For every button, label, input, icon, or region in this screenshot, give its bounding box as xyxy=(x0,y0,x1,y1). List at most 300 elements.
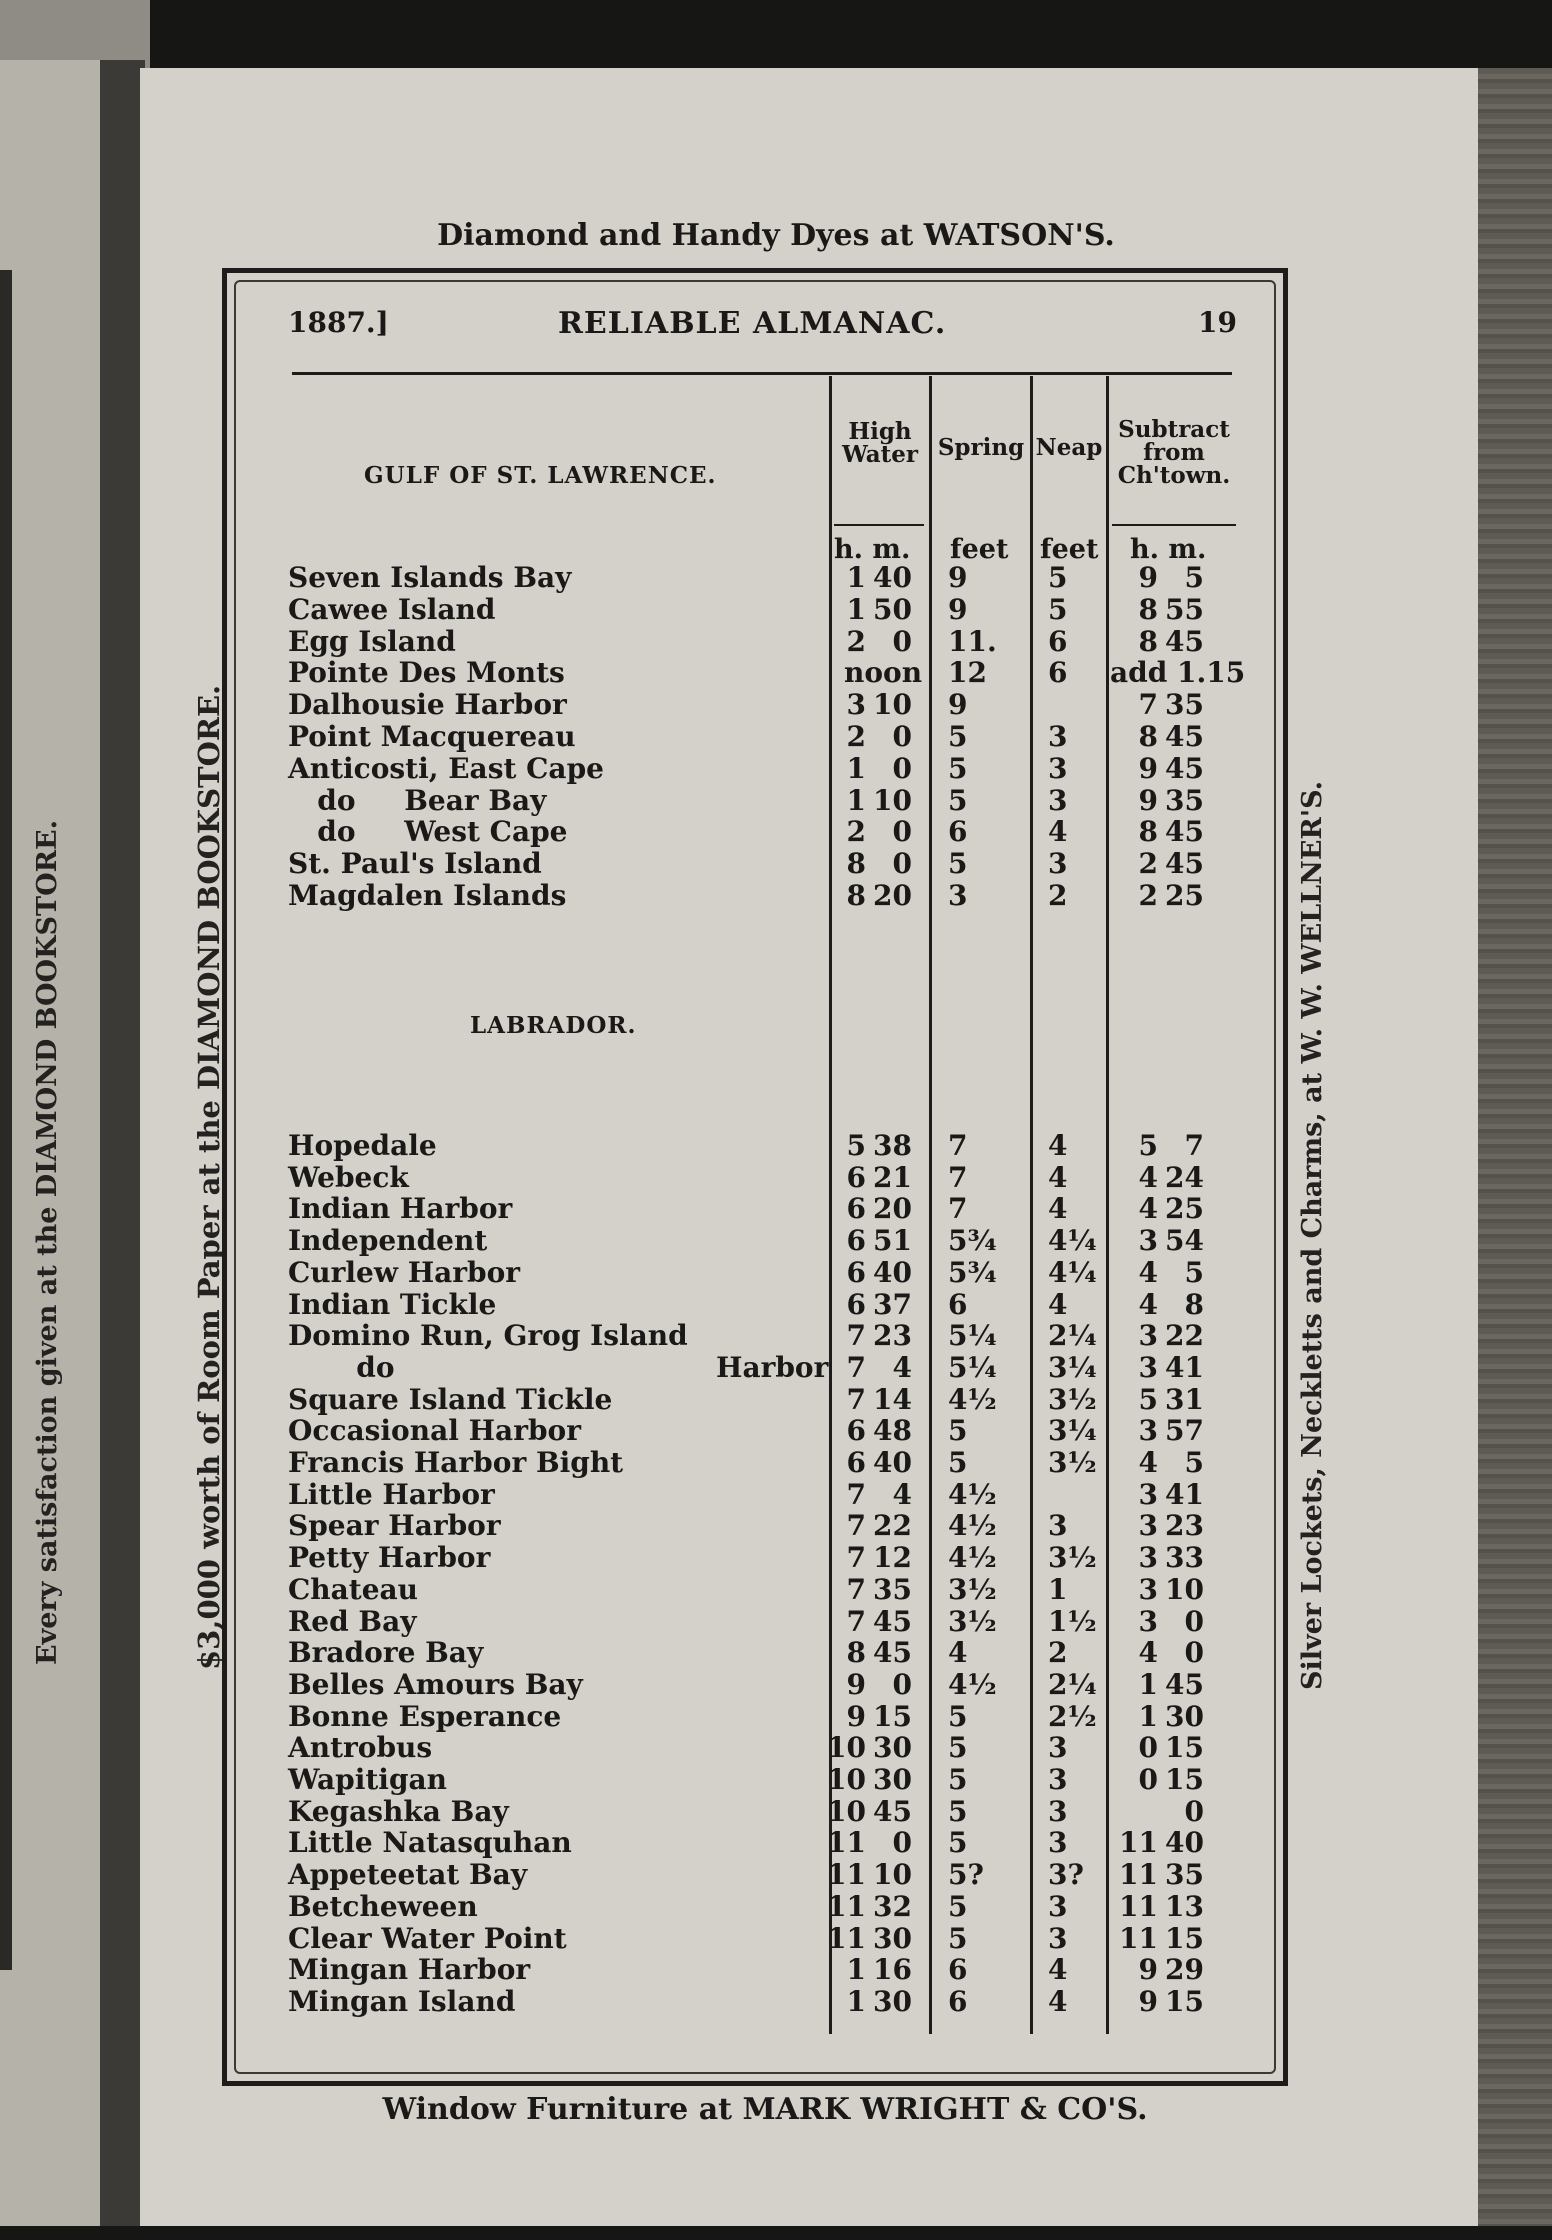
high-water-hour: 7 xyxy=(846,1319,866,1353)
subtract-hour: 9 xyxy=(1138,751,1158,785)
high-water-minute: 16 xyxy=(873,1953,912,1987)
table-row xyxy=(0,1384,1552,1416)
table-row xyxy=(0,1320,1552,1352)
subtract-hour: 11 xyxy=(1119,1858,1158,1892)
high-water-minute: 40 xyxy=(873,561,912,594)
place-name: Chateau xyxy=(288,1572,419,1606)
table-row xyxy=(0,1891,1552,1923)
subtract-minute: 30 xyxy=(1165,1699,1204,1733)
high-water-hour: 2 xyxy=(846,720,866,753)
high-water-hour: 7 xyxy=(846,1382,866,1416)
subtract-minute: 41 xyxy=(1165,1350,1204,1384)
high-water-minute: 38 xyxy=(873,1129,912,1162)
spring-rise: 11. xyxy=(948,624,997,658)
table-row xyxy=(0,1669,1552,1701)
margin-ad-bottom: Window Furniture at MARK WRIGHT & CO'S. xyxy=(382,2092,1148,2127)
spring-rise: 5 xyxy=(948,1731,968,1765)
high-water-minute: 4 xyxy=(892,1350,912,1384)
spring-rise: 5 xyxy=(948,1414,968,1448)
place-name: Magdalen Islands xyxy=(288,879,567,912)
spring-rise: 5 xyxy=(948,1921,968,1955)
margin-ad-right: Silver Lockets, Neckletts and Charms, at W. W. WELLNER'S. xyxy=(1297,780,1328,1690)
high-water-minute: 0 xyxy=(892,1667,912,1701)
unit-feet-spring: feet xyxy=(950,534,1009,565)
high-water-minute: 0 xyxy=(892,815,912,849)
high-water-hour: 7 xyxy=(846,1604,866,1638)
high-water-minute: 30 xyxy=(873,1921,912,1955)
column-header-subtract: Subtract from Ch'town. xyxy=(1117,416,1231,489)
high-water-minute: 21 xyxy=(873,1160,912,1194)
place-name: Independent xyxy=(288,1224,488,1258)
subtract-hour: 9 xyxy=(1138,561,1158,594)
high-water-hour: 2 xyxy=(846,624,866,658)
subtract-hour: 5 xyxy=(1138,1129,1158,1162)
spring-rise: 5 xyxy=(948,1794,968,1828)
subtract-hour: 3 xyxy=(1138,1509,1158,1543)
high-water-hour: 6 xyxy=(846,1192,866,1226)
margin-ad-top: Diamond and Handy Dyes at WATSON'S. xyxy=(437,218,1115,253)
high-water-minute: 35 xyxy=(873,1572,912,1606)
spring-rise: 5 xyxy=(948,1763,968,1796)
table-row xyxy=(0,1447,1552,1479)
spring-rise: 7 xyxy=(948,1129,968,1162)
subtract-minute: 8 xyxy=(1184,1287,1204,1321)
neap-rise: 6 xyxy=(1048,656,1068,690)
spring-rise: 5 xyxy=(948,1699,968,1733)
spring-rise: 5 xyxy=(948,1446,968,1479)
spring-rise: 9 xyxy=(948,592,968,626)
subtract-minute: 31 xyxy=(1165,1382,1204,1416)
high-water-minute: 45 xyxy=(873,1794,912,1828)
spring-rise: 7 xyxy=(948,1192,968,1226)
high-water-minute: 15 xyxy=(873,1699,912,1733)
high-water-hour: 7 xyxy=(846,1509,866,1543)
high-water-hour: 8 xyxy=(846,879,866,912)
subtract-hour: 9 xyxy=(1138,783,1158,817)
table-row xyxy=(0,1289,1552,1321)
place-name: Francis Harbor Bight xyxy=(288,1446,624,1479)
table-row xyxy=(0,1986,1552,2018)
unit-hm-right: h. m. xyxy=(1130,534,1207,565)
place-name: do xyxy=(288,1350,395,1384)
table-row xyxy=(0,785,1552,817)
high-water-minute: 51 xyxy=(873,1224,912,1258)
neap-rise: 3 xyxy=(1048,1509,1068,1543)
subtract-minute: 35 xyxy=(1165,688,1204,722)
neap-rise: 5 xyxy=(1048,561,1068,594)
subtract-minute: 25 xyxy=(1165,1192,1204,1226)
spring-rise: 5 xyxy=(948,1889,968,1923)
place-name: Mingan Harbor xyxy=(288,1953,531,1987)
spring-rise: 4½ xyxy=(948,1667,997,1701)
page-number: 19 xyxy=(1198,306,1237,339)
subtract-hour: 0 xyxy=(1138,1763,1158,1796)
column-header-neap: Neap xyxy=(1035,434,1103,461)
spring-rise: 5 xyxy=(948,720,968,753)
neap-rise: 2 xyxy=(1048,1636,1068,1670)
high-water-minute: 12 xyxy=(873,1541,912,1575)
subtract-hour: 11 xyxy=(1119,1889,1158,1923)
place-name: do Bear Bay xyxy=(288,783,547,817)
neap-rise: 2½ xyxy=(1048,1699,1097,1733)
subtract-hour: 7 xyxy=(1138,688,1158,722)
spring-rise: 5? xyxy=(948,1858,984,1892)
subtract-minute: 13 xyxy=(1165,1889,1204,1923)
high-water-minute: 0 xyxy=(892,1826,912,1860)
high-water-minute: 10 xyxy=(873,1858,912,1892)
subtract-minute: 5 xyxy=(1184,561,1204,594)
table-row xyxy=(0,848,1552,880)
column-rule xyxy=(1112,524,1236,526)
column-header-spring: Spring xyxy=(937,434,1025,461)
high-water-hour: 1 xyxy=(846,1953,866,1987)
spring-rise: 6 xyxy=(948,815,968,849)
neap-rise: 3 xyxy=(1048,751,1068,785)
table-row xyxy=(0,1954,1552,1986)
subtract-hour: 0 xyxy=(1138,1731,1158,1765)
place-name: Belles Amours Bay xyxy=(288,1667,583,1701)
subtract-hour: 1 xyxy=(1138,1667,1158,1701)
subtract-hour: 5 xyxy=(1138,1382,1158,1416)
high-water-minute: 14 xyxy=(873,1382,912,1416)
spring-rise: 5 xyxy=(948,751,968,785)
subtract-minute: 35 xyxy=(1165,1858,1204,1892)
subtract-hour: 8 xyxy=(1138,592,1158,626)
place-name: Domino Run, Grog Island xyxy=(288,1319,688,1353)
subtract-minute: 41 xyxy=(1165,1477,1204,1511)
unit-feet-neap: feet xyxy=(1040,534,1099,565)
subtract-minute: 5 xyxy=(1184,1255,1204,1289)
neap-rise: 5 xyxy=(1048,592,1068,626)
neap-rise: 1½ xyxy=(1048,1604,1097,1638)
high-water-hour: 11 xyxy=(827,1889,866,1923)
place-name: St. Paul's Island xyxy=(288,847,542,881)
neap-rise: 3½ xyxy=(1048,1446,1097,1479)
place-name: Point Macquereau xyxy=(288,720,576,753)
high-water-hour: 11 xyxy=(827,1858,866,1892)
table-row xyxy=(0,753,1552,785)
high-water-minute: 0 xyxy=(892,751,912,785)
subtract-minute: 45 xyxy=(1165,720,1204,753)
subtract-minute: 55 xyxy=(1165,592,1204,626)
high-water-minute: 32 xyxy=(873,1889,912,1923)
neap-rise: 1 xyxy=(1048,1572,1068,1606)
column-rule xyxy=(834,524,924,526)
table-row xyxy=(0,1130,1552,1162)
table-row xyxy=(0,594,1552,626)
subtract-hour: 4 xyxy=(1138,1160,1158,1194)
subtract-minute: 29 xyxy=(1165,1953,1204,1987)
subtract-minute: 0 xyxy=(1184,1636,1204,1670)
high-water-minute: 20 xyxy=(873,879,912,912)
margin-ad-left-outer: Every satisfaction given at the DIAMOND BOOKSTORE. xyxy=(32,819,63,1665)
spring-rise: 12 xyxy=(948,656,987,690)
high-water-hour: 9 xyxy=(846,1667,866,1701)
table-row xyxy=(0,562,1552,594)
high-water-hour: 6 xyxy=(846,1287,866,1321)
place-name: Mingan Island xyxy=(288,1984,516,2018)
table-row xyxy=(0,1352,1552,1384)
table-row xyxy=(0,1827,1552,1859)
high-water-minute: 0 xyxy=(892,624,912,658)
subtract-hour: 4 xyxy=(1138,1255,1158,1289)
place-name: Bonne Esperance xyxy=(288,1699,562,1733)
high-water-hour: 2 xyxy=(846,815,866,849)
section-gulf: GULF OF ST. LAWRENCE. xyxy=(364,462,717,489)
spring-rise: 4½ xyxy=(948,1541,997,1575)
subtract-hour: 11 xyxy=(1119,1826,1158,1860)
place-name: Pointe Des Monts xyxy=(288,656,565,690)
place-name: Curlew Harbor xyxy=(288,1255,521,1289)
table-row xyxy=(0,1510,1552,1542)
subtract-hour: 4 xyxy=(1138,1287,1158,1321)
high-water-hour: 7 xyxy=(846,1477,866,1511)
spring-rise: 6 xyxy=(948,1287,968,1321)
subtract-hour: 8 xyxy=(1138,720,1158,753)
neap-rise: 4 xyxy=(1048,1953,1068,1987)
subtract-minute: 45 xyxy=(1165,624,1204,658)
subtract-hour: 4 xyxy=(1138,1636,1158,1670)
subtract-hour: 2 xyxy=(1138,879,1158,912)
place-name: Little Harbor xyxy=(288,1477,495,1511)
table-row xyxy=(0,1796,1552,1828)
spring-rise: 5¼ xyxy=(948,1350,997,1384)
place-name: Red Bay xyxy=(288,1604,417,1638)
place-name: Clear Water Point xyxy=(288,1921,567,1955)
subtract-minute: 5 xyxy=(1184,1446,1204,1479)
place-name: Bradore Bay xyxy=(288,1636,484,1670)
high-water-minute: 4 xyxy=(892,1477,912,1511)
table-row xyxy=(0,1732,1552,1764)
neap-rise: 3 xyxy=(1048,720,1068,753)
subtract-minute: 10 xyxy=(1165,1572,1204,1606)
subtract-minute: 0 xyxy=(1184,1794,1204,1828)
neap-rise: 3? xyxy=(1048,1858,1084,1892)
table-row xyxy=(0,626,1552,658)
subtract-minute: 7 xyxy=(1184,1129,1204,1162)
high-water-hour: 1 xyxy=(846,783,866,817)
neap-rise: 4¼ xyxy=(1048,1224,1097,1258)
header-rule xyxy=(292,372,1232,375)
high-water-minute: 30 xyxy=(873,1731,912,1765)
table-row xyxy=(0,1542,1552,1574)
subtract-hour: 2 xyxy=(1138,847,1158,881)
subtract-minute: 15 xyxy=(1165,1731,1204,1765)
place-name: Wapitigan xyxy=(288,1763,448,1796)
high-water-minute: 48 xyxy=(873,1414,912,1448)
high-water-hour: 10 xyxy=(827,1763,866,1796)
column-header-high-water: High Water xyxy=(841,418,919,468)
place-name: Spear Harbor xyxy=(288,1509,501,1543)
place-name: Betcheween xyxy=(288,1889,478,1923)
high-water-minute: 30 xyxy=(873,1763,912,1796)
high-water-hour: 10 xyxy=(827,1794,866,1828)
high-water-hour: 11 xyxy=(827,1826,866,1860)
subtract-hour: 9 xyxy=(1138,1984,1158,2018)
high-water-hour: 3 xyxy=(846,688,866,722)
subtract-hour: 3 xyxy=(1138,1477,1158,1511)
place-name: Square Island Tickle xyxy=(288,1382,613,1416)
subtract-minute: 15 xyxy=(1165,1921,1204,1955)
high-water-hour: 5 xyxy=(846,1129,866,1162)
subtract-note: add 1.15 xyxy=(1110,656,1246,690)
place-name: Cawee Island xyxy=(288,592,496,626)
subtract-minute: 23 xyxy=(1165,1509,1204,1543)
table-row xyxy=(0,1574,1552,1606)
place-name: Antrobus xyxy=(288,1731,433,1765)
high-water-hour: 11 xyxy=(827,1921,866,1955)
high-water-hour: 7 xyxy=(846,1541,866,1575)
neap-rise: 3 xyxy=(1048,1794,1068,1828)
high-water-minute: 10 xyxy=(873,783,912,817)
subtract-hour: 1 xyxy=(1138,1699,1158,1733)
subtract-minute: 45 xyxy=(1165,1667,1204,1701)
high-water-minute: 0 xyxy=(892,847,912,881)
high-water-hour: 6 xyxy=(846,1255,866,1289)
high-water-hour: 6 xyxy=(846,1446,866,1479)
subtract-hour: 3 xyxy=(1138,1224,1158,1258)
header-title: RELIABLE ALMANAC. xyxy=(558,306,947,341)
subtract-minute: 54 xyxy=(1165,1224,1204,1258)
subtract-minute: 40 xyxy=(1165,1826,1204,1860)
place-name: Petty Harbor xyxy=(288,1541,491,1575)
spring-rise: 3½ xyxy=(948,1604,997,1638)
subtract-minute: 45 xyxy=(1165,847,1204,881)
spring-rise: 9 xyxy=(948,688,968,722)
table-row xyxy=(0,880,1552,912)
high-water-time: noon xyxy=(844,656,923,690)
high-water-hour: 1 xyxy=(846,561,866,594)
high-water-hour: 8 xyxy=(846,847,866,881)
place-name-suffix: Harbor xyxy=(716,1350,829,1384)
spring-rise: 4 xyxy=(948,1636,968,1670)
unit-hm-left: h. m. xyxy=(834,534,911,565)
neap-rise: 3 xyxy=(1048,1921,1068,1955)
spring-rise: 4½ xyxy=(948,1509,997,1543)
subtract-hour: 3 xyxy=(1138,1604,1158,1638)
spring-rise: 5 xyxy=(948,847,968,881)
subtract-hour: 11 xyxy=(1119,1921,1158,1955)
scan-top-edge xyxy=(0,0,1552,70)
spring-rise: 4½ xyxy=(948,1382,997,1416)
high-water-hour: 6 xyxy=(846,1414,866,1448)
spring-rise: 3 xyxy=(948,879,968,912)
subtract-minute: 24 xyxy=(1165,1160,1204,1194)
high-water-minute: 40 xyxy=(873,1446,912,1479)
high-water-minute: 10 xyxy=(873,688,912,722)
subtract-minute: 15 xyxy=(1165,1984,1204,2018)
subtract-hour: 9 xyxy=(1138,1953,1158,1987)
spring-rise: 9 xyxy=(948,561,968,594)
neap-rise: 3 xyxy=(1048,783,1068,817)
high-water-minute: 40 xyxy=(873,1255,912,1289)
table-row xyxy=(0,1162,1552,1194)
spring-rise: 4½ xyxy=(948,1477,997,1511)
high-water-hour: 1 xyxy=(846,751,866,785)
high-water-hour: 6 xyxy=(846,1160,866,1194)
subtract-minute: 0 xyxy=(1184,1604,1204,1638)
neap-rise: 4 xyxy=(1048,1129,1068,1162)
margin-ad-left-inner: $3,000 worth of Room Paper at the DIAMOND BOOKSTORE. xyxy=(192,684,226,1670)
subtract-minute: 33 xyxy=(1165,1541,1204,1575)
neap-rise: 4 xyxy=(1048,1160,1068,1194)
high-water-hour: 8 xyxy=(846,1636,866,1670)
neap-rise: 2¼ xyxy=(1048,1319,1097,1353)
subtract-hour: 3 xyxy=(1138,1541,1158,1575)
table-row xyxy=(0,657,1552,689)
spring-rise: 6 xyxy=(948,1953,968,1987)
subtract-hour: 4 xyxy=(1138,1192,1158,1226)
table-row xyxy=(0,1637,1552,1669)
neap-rise: 4 xyxy=(1048,815,1068,849)
neap-rise: 2 xyxy=(1048,879,1068,912)
table-row xyxy=(0,721,1552,753)
place-name: Egg Island xyxy=(288,624,456,658)
high-water-hour: 1 xyxy=(846,592,866,626)
neap-rise: 4 xyxy=(1048,1192,1068,1226)
section-labrador: LABRADOR. xyxy=(470,1012,637,1039)
place-name: Occasional Harbor xyxy=(288,1414,581,1448)
place-name: Indian Harbor xyxy=(288,1192,513,1226)
neap-rise: 4 xyxy=(1048,1984,1068,2018)
subtract-minute: 25 xyxy=(1165,879,1204,912)
subtract-minute: 22 xyxy=(1165,1319,1204,1353)
neap-rise: 3½ xyxy=(1048,1541,1097,1575)
high-water-hour: 1 xyxy=(846,1984,866,2018)
neap-rise: 6 xyxy=(1048,624,1068,658)
place-name: Seven Islands Bay xyxy=(288,561,572,594)
table-row xyxy=(0,1606,1552,1638)
neap-rise: 3 xyxy=(1048,1889,1068,1923)
subtract-minute: 45 xyxy=(1165,815,1204,849)
high-water-hour: 9 xyxy=(846,1699,866,1733)
table-row xyxy=(0,1479,1552,1511)
place-name: do West Cape xyxy=(288,815,568,849)
subtract-hour: 3 xyxy=(1138,1319,1158,1353)
spring-rise: 5¼ xyxy=(948,1319,997,1353)
spring-rise: 7 xyxy=(948,1160,968,1194)
place-name: Indian Tickle xyxy=(288,1287,497,1321)
neap-rise: 3 xyxy=(1048,1763,1068,1796)
neap-rise: 3 xyxy=(1048,1731,1068,1765)
spring-rise: 5¾ xyxy=(948,1224,997,1258)
neap-rise: 4¼ xyxy=(1048,1255,1097,1289)
subtract-hour: 4 xyxy=(1138,1446,1158,1479)
spring-rise: 3½ xyxy=(948,1572,997,1606)
table-row xyxy=(0,1225,1552,1257)
high-water-minute: 22 xyxy=(873,1509,912,1543)
high-water-hour: 7 xyxy=(846,1350,866,1384)
neap-rise: 3¼ xyxy=(1048,1350,1097,1384)
subtract-minute: 45 xyxy=(1165,751,1204,785)
high-water-minute: 30 xyxy=(873,1984,912,2018)
neap-rise: 4 xyxy=(1048,1287,1068,1321)
table-row xyxy=(0,1923,1552,1955)
high-water-minute: 37 xyxy=(873,1287,912,1321)
table-row xyxy=(0,689,1552,721)
subtract-hour: 8 xyxy=(1138,815,1158,849)
table-row xyxy=(0,1859,1552,1891)
subtract-hour: 3 xyxy=(1138,1572,1158,1606)
subtract-hour: 3 xyxy=(1138,1414,1158,1448)
high-water-minute: 50 xyxy=(873,592,912,626)
spring-rise: 6 xyxy=(948,1984,968,2018)
place-name: Anticosti, East Cape xyxy=(288,751,604,785)
high-water-minute: 45 xyxy=(873,1604,912,1638)
neap-rise: 3½ xyxy=(1048,1382,1097,1416)
table-row xyxy=(0,816,1552,848)
subtract-minute: 57 xyxy=(1165,1414,1204,1448)
